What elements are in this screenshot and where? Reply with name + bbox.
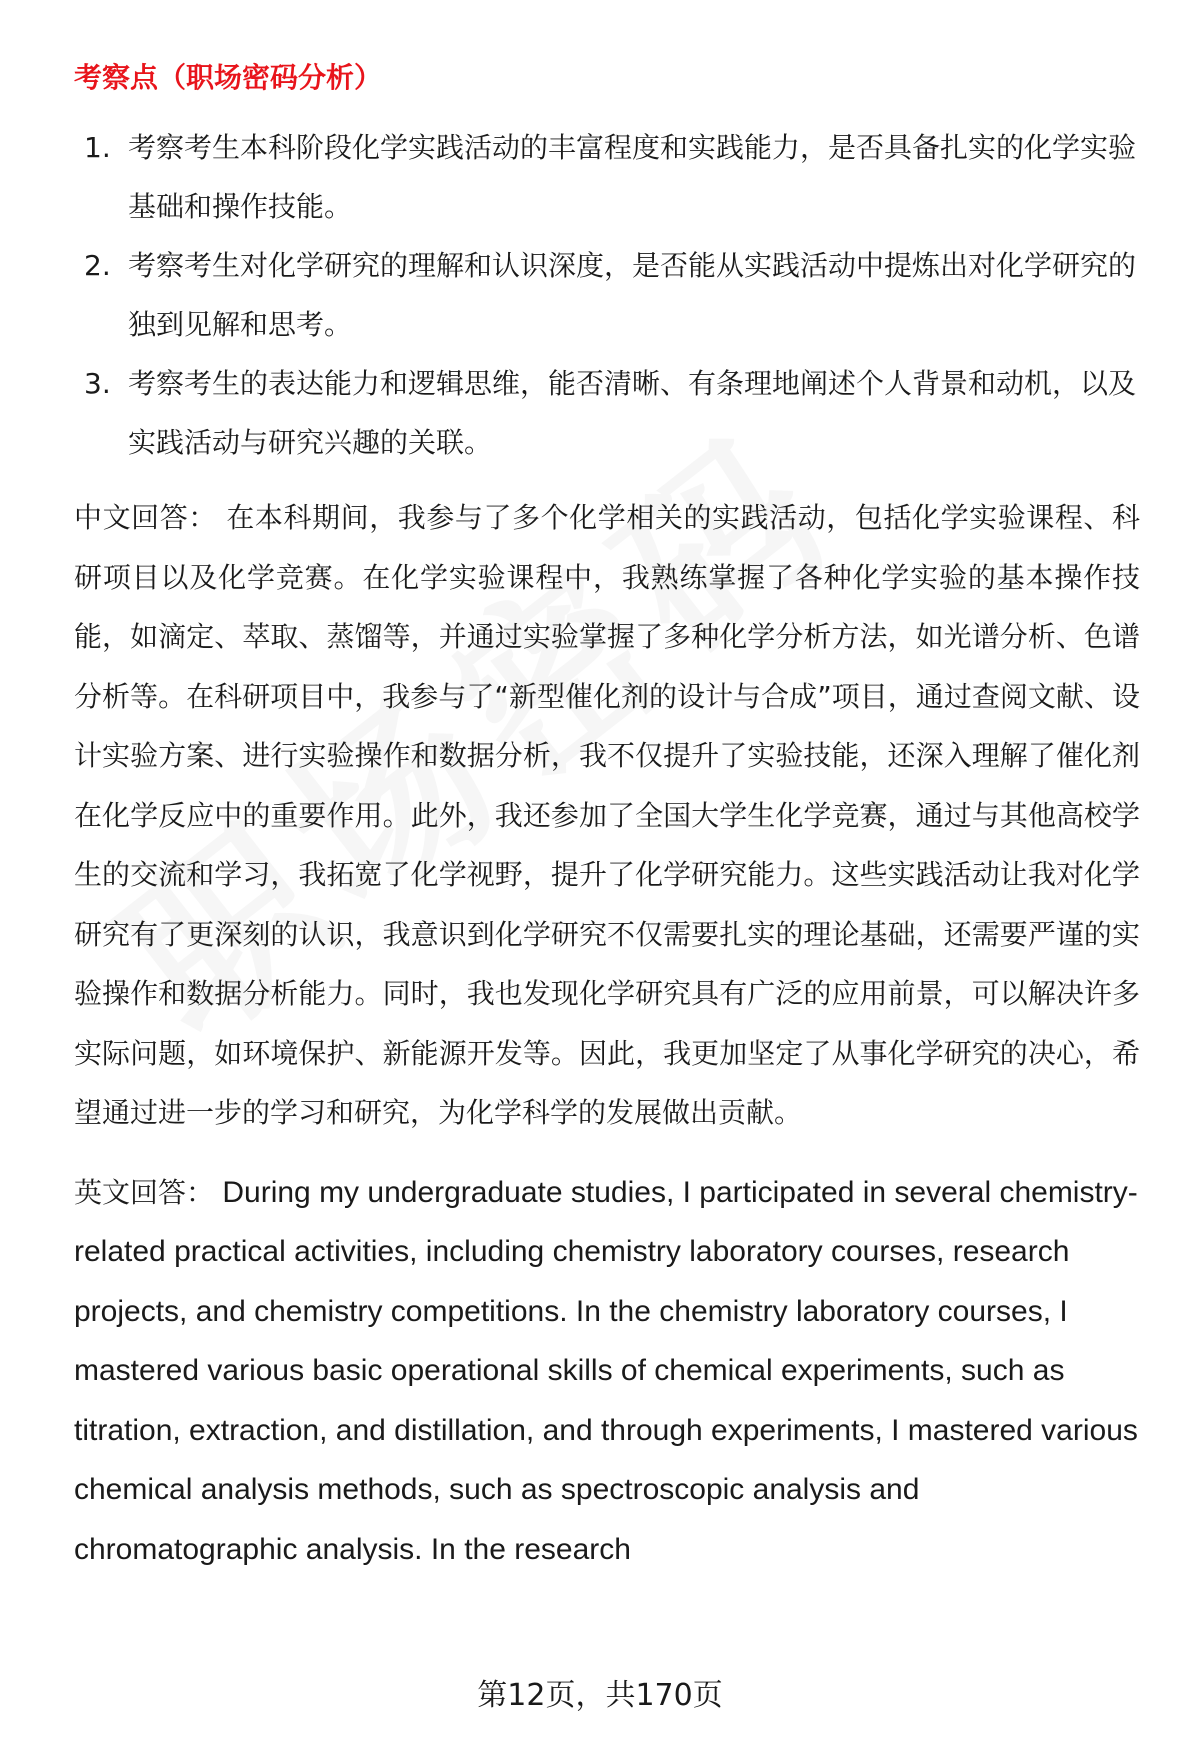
page-number-footer: 第12页，共170页	[477, 1678, 723, 1713]
english-answer-label: 英文回答：	[74, 1175, 215, 1209]
list-item	[74, 118, 1140, 236]
list-item	[74, 354, 1140, 472]
list-item-number: 1.	[84, 131, 111, 164]
chinese-answer-text: 在本科期间，我参与了多个化学相关的实践活动，包括化学实验课程、科研项目以及化学竞赛。在化学实验课程中，我熟练掌握了各种化学实验的基本操作技能，如滴定、萃取、蒸馏等，并通过实验掌握了多种化学分析方法，如光谱分析、色谱分析等。在科研项目中，我参与了“新型催化剂的设计与合成”项目，通过查阅文献、设计实验方案、进行实验操作和数据分析，我不仅提升了实验技能，还深入理解了催化剂在化学反应中的重要作用。此外，我还参加了全国大学生化学竞赛，通过与其他高校学生的交流和学习，我拓宽了化学视野，提升了化学研究能力。这些实践活动让我对化学研究有了更深刻的认识，我意识到化学研究不仅需要扎实的理论基础，还需要严谨的实验操作和数据分析能力。同时，我也发现化学研究具有广泛的应用前景，可以解决许多实际问题，如环境保护、新能源开发等。因此，我更加坚定了从事化学研究的决心，希望通过进一步的学习和研究，为化学科学的发展做出贡献。	[74, 501, 1140, 1129]
chinese-answer-label: 中文回答：	[74, 501, 217, 534]
list-item-number: 3.	[84, 367, 111, 400]
english-answer-paragraph	[74, 1163, 1140, 1580]
section-title: 考察点（职场密码分析）	[74, 61, 383, 94]
list-item-text: 考察考生对化学研究的理解和认识深度，是否能从实践活动中提炼出对化学研究的独到见解和思考。	[128, 249, 1137, 341]
list-item-text: 考察考生的表达能力和逻辑思维，能否清晰、有条理地阐述个人背景和动机，以及实践活动与研究兴趣的关联。	[128, 367, 1137, 459]
english-answer-text: During my undergraduate studies, I participated in several chemistry-related practical activities, including chemistry laboratory courses, research projects, and chemistry competitions. In the chemistry laboratory courses, I mastered various basic operational skills of chemical experiments, such as titration, extraction, and distillation, and through experiments, I mastered various chemical analysis methods, such as spectroscopic analysis and chromatographic analysis. In the research	[74, 1175, 1138, 1566]
list-item-text: 考察考生本科阶段化学实践活动的丰富程度和实践能力，是否具备扎实的化学实验基础和操作技能。	[128, 131, 1137, 223]
assessment-points-list	[74, 118, 1140, 472]
list-item-number: 2.	[84, 249, 111, 282]
chinese-answer-paragraph	[74, 488, 1140, 1143]
list-item	[74, 236, 1140, 354]
